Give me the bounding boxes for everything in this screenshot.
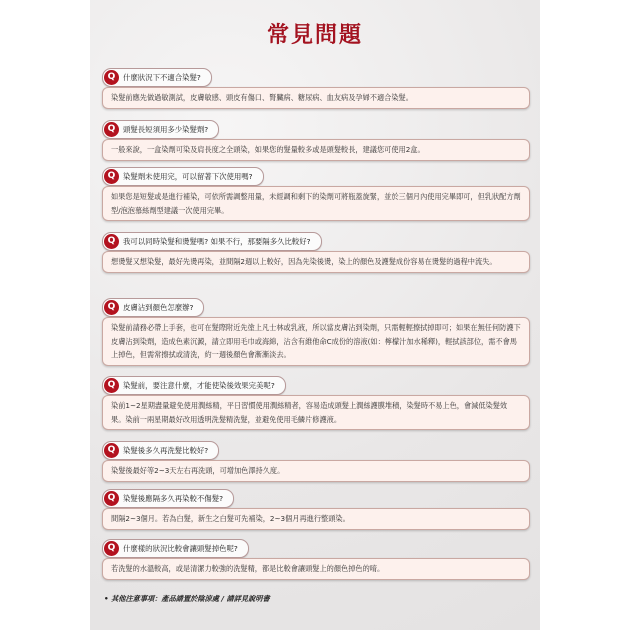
q-badge-icon: Q — [104, 300, 119, 315]
faq-answer: 想燙髮又想染髮，最好先燙再染，並間隔2週以上較好，因為先染後燙，染上的顏色及護髮成份容易在燙髮的過程中流失。 — [102, 251, 530, 273]
q-badge-icon: Q — [104, 491, 119, 506]
faq-question — [102, 539, 249, 558]
question-text: 我可以同時染髮和燙髮嗎? 如果不行，那要隔多久比較好? — [123, 237, 311, 246]
faq-answer: 若洗髮的水溫較高，或是清潔力較強的洗髮精，都是比較會讓頭髮上的顏色掉色的唷。 — [102, 558, 530, 580]
faq-answer: 如果您是短髮或是進行補染，可依所需調整用量，未經調和剩下的染劑可將瓶蓋旋緊，並於三個月內使用完畢即可，但乳狀配方劑型/泡泡慕絲劑型建議一次使用完畢。 — [102, 186, 530, 221]
question-text: 染髮後多久再洗髮比較好? — [123, 446, 209, 455]
faq-answer: 一般來說，一盒染劑可染及肩長度之全頭染，如果您的髮量較多或是頭髮較長，建議您可使用2盒。 — [102, 139, 530, 161]
faq-question — [102, 68, 212, 87]
q-badge-icon: Q — [104, 70, 119, 85]
faq-question — [102, 167, 264, 186]
q-badge-icon: Q — [104, 234, 119, 249]
q-badge-icon: Q — [104, 169, 119, 184]
question-text: 什麼狀況下不適合染髮? — [123, 73, 201, 82]
q-badge-icon: Q — [104, 378, 119, 393]
faq-question — [102, 376, 286, 395]
faq-question — [102, 441, 219, 460]
question-text: 染髮後應隔多久再染較不傷髮? — [123, 494, 224, 503]
faq-answer: 間隔2~3個月。若為白髮，新生之白髮可先補染，2~3個月再進行整頭染。 — [102, 508, 530, 530]
faq-answer: 染前1~2星期盡量避免使用潤絲精，平日習慣使用潤絲精者，容易造成頭髮上潤絲護膜堆積，染髮時不易上色，會減低染髮效果。染前一兩星期最好改用透明洗髮精洗髮，並避免使用毛鱗片修護液。 — [102, 395, 530, 430]
faq-page — [90, 0, 540, 630]
q-badge-icon: Q — [104, 443, 119, 458]
question-text: 頭髮長短須用多少染髮劑? — [123, 125, 209, 134]
question-text: 染髮前，要注意什麼，才能使染後效果完美呢? — [123, 381, 275, 390]
faq-answer: 染髮前請務必帶上手套，也可在髮際附近先塗上凡士林或乳液，所以當皮膚沾到染劑，只需輕輕擦拭掉即可；如果在無任何防護下皮膚沾到染劑，造成色素沉澱，請立即用毛巾或海綿，沾含有維他命C成份的溶液(如：檸檬汁加水稀釋)，輕拭該部位，需不會馬上掉色，但需常擦拭或清洗，約一週後顏色會漸漸淡去。 — [102, 317, 530, 366]
faq-answer: 染髮前應先做過敏測試，皮膚敏感、頭皮有傷口、腎臟病、糖尿病、血友病及孕婦不適合染髮。 — [102, 87, 530, 109]
question-text: 什麼樣的狀況比較會讓頭髮掉色呢? — [123, 544, 238, 553]
faq-question — [102, 489, 234, 508]
question-text: 染髮劑未使用完，可以留著下次使用嗎? — [123, 172, 253, 181]
faq-answer: 染髮後最好等2~3天左右再洗頭，可增加色澤持久度。 — [102, 460, 530, 482]
q-badge-icon: Q — [104, 122, 119, 137]
question-text: 皮膚沾到顏色怎麼辦? — [123, 303, 194, 312]
faq-question — [102, 120, 219, 139]
footnote: • 其他注意事項：產品請置於陰涼處 / 請詳見說明書 — [104, 594, 270, 603]
faq-question — [102, 232, 322, 251]
q-badge-icon: Q — [104, 541, 119, 556]
page-title: 常見問題 — [266, 23, 363, 48]
faq-question — [102, 298, 204, 317]
